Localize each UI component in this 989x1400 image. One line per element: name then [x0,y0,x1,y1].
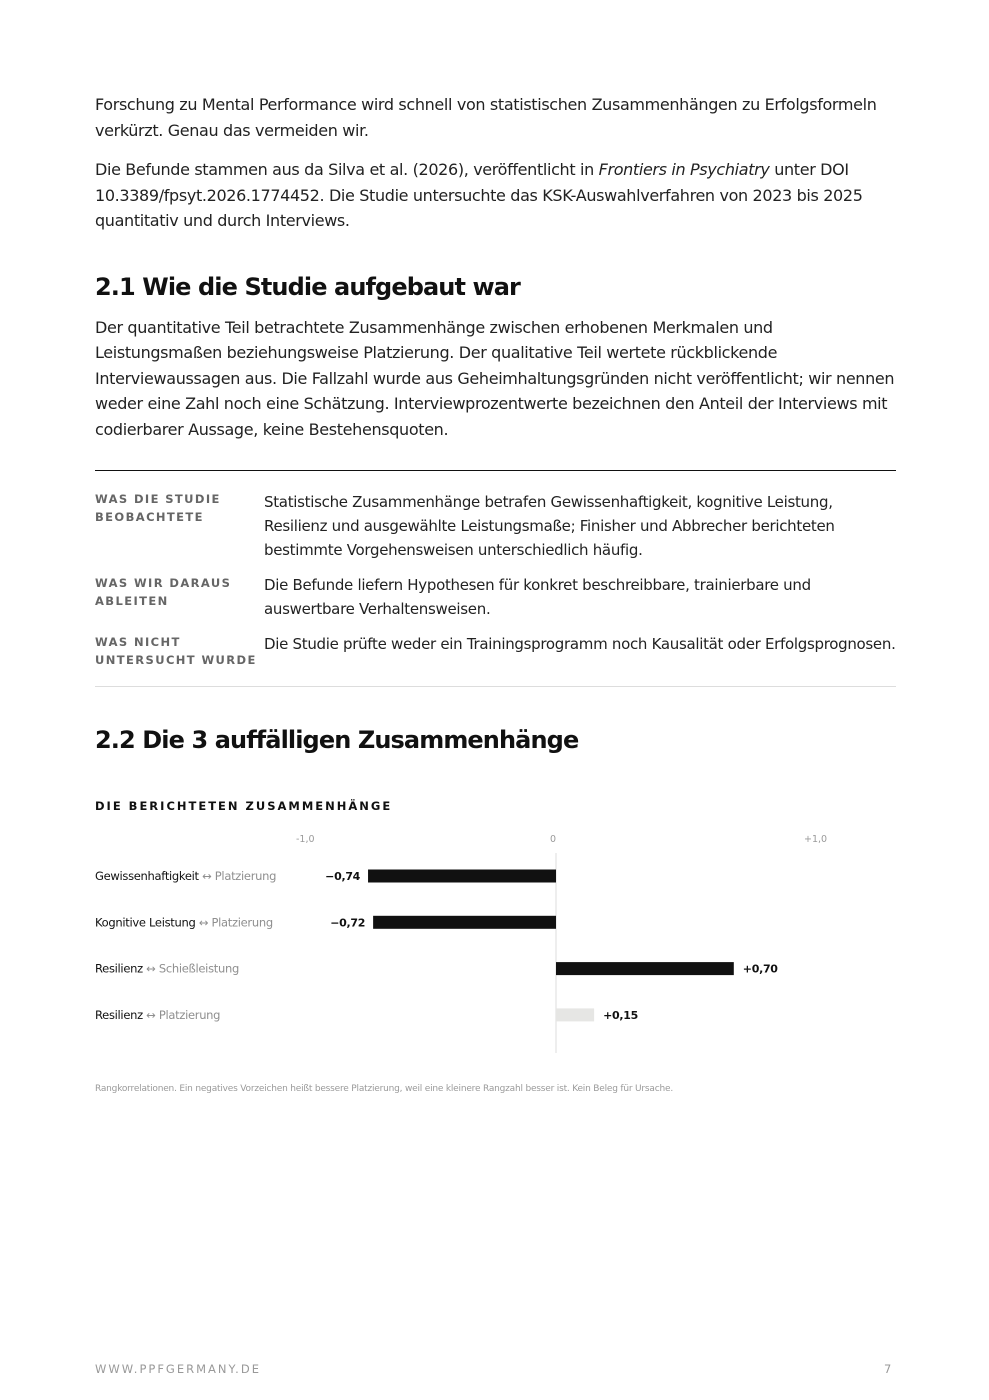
intro-paragraph-1: Forschung zu Mental Performance wird schnell von statistischen Zusammenhängen zu Erfolgsformeln verkürzt. Genau das vermeiden wir. [95,95,877,140]
x-tick-label: +1,0 [804,834,828,845]
facts-label: WAS WIR DARAUS ABLEITEN [95,576,232,608]
facts-table [95,470,896,687]
bar-label-relation: ↔ Platzierung [195,915,273,930]
facts-text: Statistische Zusammenhänge betrafen Gewissenhaftigkeit, kognitive Leistung, Resilienz und ausgewählte Leistungsmaße; Finisher und Abbrecher berichteten bestimmte Vorgehensweisen unterschiedlich häufig. [264,493,835,559]
page-number: 7 [884,1362,892,1376]
chart-title: DIE BERICHTETEN ZUSAMMENHÄNGE [95,799,393,813]
facts-text: Die Befunde liefern Hypothesen für konkret beschreibbare, trainierbare und auswertbare Verhaltensweisen. [264,576,811,618]
correlation-bar [373,916,556,929]
correlation-bar [556,1008,594,1021]
bar-category-label [95,1008,220,1022]
bar-value-label: +0,70 [742,962,778,976]
correlation-bar [556,962,734,975]
section-heading-2-2: 2.2 Die 3 auffälligen Zusammenhänge [95,726,579,754]
bar-value-label: +0,15 [603,1008,638,1022]
intro-paragraph-2 [95,157,896,234]
section-heading-2-1: 2.1 Wie die Studie aufgebaut war [95,272,520,301]
chart-footnote: Rangkorrelationen. Ein negatives Vorzeichen heißt bessere Platzierung, weil eine kleinere Rangzahl besser ist. Kein Beleg für Ursache. [95,1084,673,1094]
facts-row [95,562,896,621]
facts-text: Die Studie prüfte weder ein Trainingsprogramm noch Kausalität oder Erfolgsprognosen. [264,635,896,653]
footer-url: WWW.PPFGERMANY.DE [95,1362,261,1376]
bar-category-label [95,869,276,883]
bar-category-label [95,962,239,976]
bar-label-relation: ↔ Platzierung [198,869,277,883]
x-tick-label: 0 [550,834,557,845]
bar-category-label [95,915,273,929]
journal-name: Frontiers in Psychiatry [598,160,770,179]
intro-p2-before: Die Befunde stammen aus da Silva et al. (2026), veröffentlicht in [95,160,599,179]
correlation-bar [368,870,556,883]
bar-label-relation: ↔ Schießleistung [142,961,239,976]
section-2-1-body: Der quantitative Teil betrachtete Zusammenhänge zwischen erhobenen Merkmalen und Leistungsmaßen beziehungsweise Platzierung. Der qualitative Teil wertete rückblickende Interviewaussagen aus. Die Fallzahl wurde aus Geheimhaltungsgründen nicht veröffentlicht; wir nennen weder eine Zahl noch eine Schätzung. Interviewprozentwerte bezeichnen den Anteil der Interviews mit codierbarer Aussage, keine Bestehensquoten. [95,317,895,439]
correlation-chart [95,799,896,1094]
facts-row [95,471,896,563]
page-content [95,92,896,1094]
facts-label: WAS DIE STUDIE BEOBACHTETE [95,492,221,524]
bar-label-relation: ↔ Platzierung [142,1007,221,1022]
bar-label-main: Resilienz [95,961,143,976]
intro-p2-after: unter DOI 10.3389/fpsyt.2026.1774452. Die Studie untersuchte das KSK-Auswahlverfahren von 2023 bis 2025 quantitativ und durch Interviews. [95,160,863,230]
bar-value-label: −0,74 [325,870,361,883]
facts-label: WAS NICHT UNTERSUCHT WURDE [95,635,257,667]
bar-value-label: −0,72 [330,916,366,930]
bar-label-main: Gewissenhaftigkeit [95,869,199,883]
bar-label-main: Kognitive Leistung [95,915,196,930]
facts-row [95,621,896,687]
chart-svg [95,827,896,1087]
x-tick-label: -1,0 [296,834,315,845]
bar-label-main: Resilienz [95,1007,143,1022]
